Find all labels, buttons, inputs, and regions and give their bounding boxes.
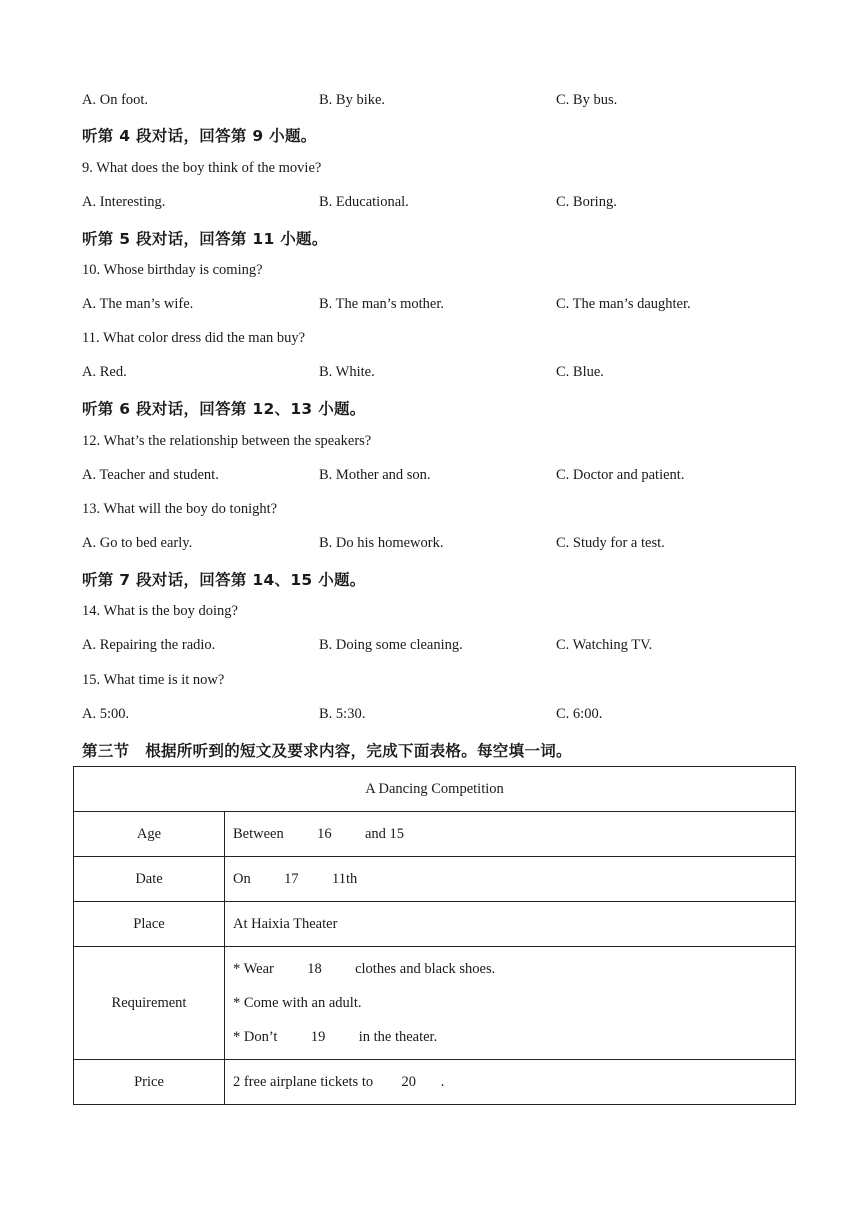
table-row-date (74, 857, 796, 902)
q9-option-b: B. Educational. (319, 194, 409, 210)
requirement-line-3 (233, 1020, 787, 1054)
blank-18-number: 18 (307, 961, 322, 977)
q14-option-c: C. Watching TV. (556, 637, 653, 653)
question-13: 13. What will the boy do tonight? (82, 501, 278, 517)
q15-option-a: A. 5:00. (82, 706, 130, 722)
requirement-label: Requirement (74, 947, 225, 1060)
question-14: 14. What is the boy doing? (82, 603, 238, 619)
date-cell (225, 857, 796, 902)
blank-16 (287, 826, 361, 843)
question-15: 15. What time is it now? (82, 672, 225, 688)
table-row-price (74, 1060, 796, 1105)
q14-option-a: A. Repairing the radio. (82, 637, 216, 653)
blank-19 (281, 1020, 355, 1054)
section-heading-6: 听第 6 段对话，回答第 12、13 小题。 (82, 400, 366, 418)
question-10: 10. Whose birthday is coming? (82, 262, 263, 278)
table-row-age (74, 812, 796, 857)
q8-option-c: C. By bus. (556, 92, 618, 108)
q9-option-a: A. Interesting. (82, 194, 166, 210)
q15-option-c: C. 6:00. (556, 706, 603, 722)
age-cell (225, 812, 796, 857)
blank-19-number: 19 (310, 1029, 326, 1045)
q11-option-b: B. White. (319, 364, 375, 380)
competition-table (73, 766, 796, 1105)
section-heading-7: 听第 7 段对话，回答第 14、15 小题。 (82, 571, 366, 589)
section-heading-5: 听第 5 段对话，回答第 11 小题。 (82, 230, 328, 248)
req3-suffix: in the theater. (355, 1029, 438, 1045)
place-cell: At Haixia Theater (225, 902, 796, 947)
age-label: Age (74, 812, 225, 857)
price-label: Price (74, 1060, 225, 1105)
q9-option-c: C. Boring. (556, 194, 617, 210)
blank-18 (277, 952, 351, 986)
date-suffix: 11th (328, 870, 358, 887)
price-prefix: 2 free airplane tickets to (233, 1073, 377, 1090)
requirement-cell (225, 947, 796, 1060)
section-heading-4: 听第 4 段对话，回答第 9 小题。 (82, 127, 317, 145)
q12-option-a: A. Teacher and student. (82, 467, 219, 483)
price-cell (225, 1060, 796, 1105)
blank-20 (377, 1074, 441, 1091)
req1-prefix: * Wear (233, 961, 278, 977)
table-row-place (74, 902, 796, 947)
q10-option-b: B. The man’s mother. (319, 296, 444, 312)
question-9: 9. What does the boy think of the movie? (82, 160, 322, 176)
requirement-line-1 (233, 952, 787, 986)
blank-20-number: 20 (401, 1073, 416, 1090)
q11-option-a: A. Red. (82, 364, 127, 380)
q8-option-a: A. On foot. (82, 92, 149, 108)
q12-option-c: C. Doctor and patient. (556, 467, 685, 483)
question-12: 12. What’s the relationship between the speakers? (82, 433, 372, 449)
place-label: Place (74, 902, 225, 947)
age-prefix: Between (233, 825, 288, 842)
q8-option-b: B. By bike. (319, 92, 386, 108)
question-11: 11. What color dress did the man buy? (82, 330, 306, 346)
q11-option-c: C. Blue. (556, 364, 604, 380)
table-title: A Dancing Competition (74, 767, 796, 812)
q15-option-b: B. 5:30. (319, 706, 366, 722)
q13-option-b: B. Do his homework. (319, 535, 444, 551)
req3-prefix: * Don’t (233, 1029, 282, 1045)
table-row-requirement (74, 947, 796, 1060)
blank-17-number: 17 (284, 870, 299, 887)
q12-option-b: B. Mother and son. (319, 467, 431, 483)
req1-suffix: clothes and black shoes. (351, 961, 496, 977)
price-suffix: . (440, 1073, 445, 1090)
requirement-line-2: * Come with an adult. (233, 995, 362, 1011)
q10-option-a: A. The man’s wife. (82, 296, 194, 312)
date-label: Date (74, 857, 225, 902)
q14-option-b: B. Doing some cleaning. (319, 637, 463, 653)
section-3-heading: 第三节 根据所听到的短文及要求内容，完成下面表格。每空填一词。 (82, 742, 572, 760)
q13-option-a: A. Go to bed early. (82, 535, 193, 551)
date-prefix: On (233, 870, 255, 887)
age-suffix: and 15 (361, 825, 405, 842)
q13-option-c: C. Study for a test. (556, 535, 665, 551)
q10-option-c: C. The man’s daughter. (556, 296, 691, 312)
blank-17 (254, 871, 328, 888)
blank-16-number: 16 (317, 825, 332, 842)
